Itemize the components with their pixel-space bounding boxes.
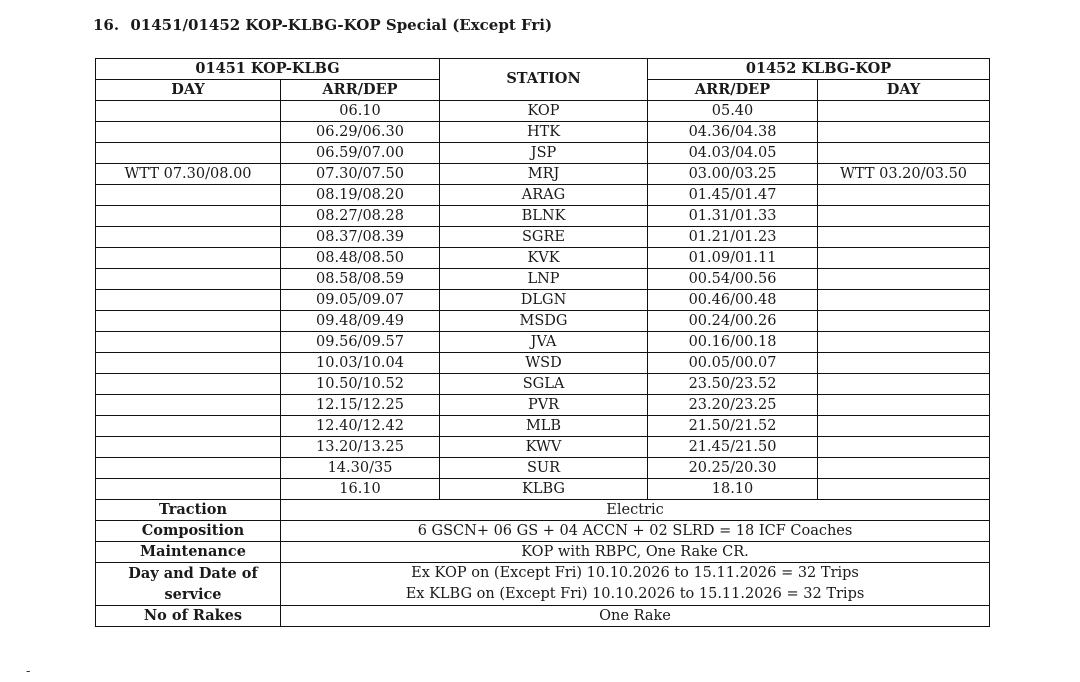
table-row	[96, 206, 990, 227]
table-row	[96, 416, 990, 437]
service-label-line2: service	[164, 586, 222, 603]
station-cell: SGRE	[440, 227, 648, 248]
day-left-cell	[96, 479, 281, 500]
day-right-cell	[818, 437, 990, 458]
station-cell: MSDG	[440, 311, 648, 332]
arrdep-right-cell: 18.10	[648, 479, 818, 500]
table-row	[96, 122, 990, 143]
station-cell: DLGN	[440, 290, 648, 311]
station-cell: JSP	[440, 143, 648, 164]
day-right-cell	[818, 332, 990, 353]
day-left-cell	[96, 395, 281, 416]
day-right-cell	[818, 311, 990, 332]
maintenance-value: KOP with RBPC, One Rake CR.	[281, 542, 990, 563]
day-right-cell	[818, 227, 990, 248]
table-row	[96, 479, 990, 500]
heading-number: 16.	[93, 16, 120, 34]
stray-mark: -	[26, 664, 31, 679]
table-row	[96, 269, 990, 290]
day-right-cell	[818, 122, 990, 143]
day-right-cell	[818, 458, 990, 479]
arrdep-right-cell: 01.09/01.11	[648, 248, 818, 269]
arrdep-left-cell: 07.30/07.50	[281, 164, 440, 185]
arrdep-right-cell: 00.05/00.07	[648, 353, 818, 374]
page-heading	[93, 16, 552, 34]
day-left-cell	[96, 416, 281, 437]
arrdep-left-cell: 13.20/13.25	[281, 437, 440, 458]
day-right-cell	[818, 248, 990, 269]
timetable	[95, 58, 990, 627]
rakes-value: One Rake	[281, 606, 990, 627]
day-right-cell	[818, 143, 990, 164]
day-right-cell	[818, 269, 990, 290]
arrdep-right-cell: 03.00/03.25	[648, 164, 818, 185]
day-left-cell	[96, 437, 281, 458]
station-cell: HTK	[440, 122, 648, 143]
train-01451-header: 01451 KOP-KLBG	[96, 59, 440, 80]
arrdep-left-cell: 09.48/09.49	[281, 311, 440, 332]
arrdep-right-cell: 01.21/01.23	[648, 227, 818, 248]
service-value	[281, 563, 990, 606]
arrdep-left-cell: 10.03/10.04	[281, 353, 440, 374]
day-left-cell	[96, 185, 281, 206]
arrdep-left-cell: 08.58/08.59	[281, 269, 440, 290]
table-row	[96, 311, 990, 332]
arrdep-right-cell: 20.25/20.30	[648, 458, 818, 479]
timetable-body	[96, 101, 990, 500]
day-left-cell	[96, 269, 281, 290]
maintenance-label: Maintenance	[96, 542, 281, 563]
traction-value: Electric	[281, 500, 990, 521]
station-cell: MRJ	[440, 164, 648, 185]
day-right-cell	[818, 353, 990, 374]
day-left-cell	[96, 353, 281, 374]
station-cell: KVK	[440, 248, 648, 269]
arrdep-left-cell: 09.56/09.57	[281, 332, 440, 353]
arrdep-right-header: ARR/DEP	[648, 80, 818, 101]
day-right-cell: WTT 03.20/03.50	[818, 164, 990, 185]
arrdep-left-cell: 06.10	[281, 101, 440, 122]
heading-title: 01451/01452 KOP-KLBG-KOP Special (Except Fri)	[130, 16, 553, 34]
arrdep-left-cell: 10.50/10.52	[281, 374, 440, 395]
arrdep-left-cell: 16.10	[281, 479, 440, 500]
arrdep-right-cell: 00.16/00.18	[648, 332, 818, 353]
day-right-cell	[818, 206, 990, 227]
day-right-cell	[818, 101, 990, 122]
table-row	[96, 353, 990, 374]
composition-value: 6 GSCN+ 06 GS + 04 ACCN + 02 SLRD = 18 ICF Coaches	[281, 521, 990, 542]
station-cell: KWV	[440, 437, 648, 458]
arrdep-right-cell: 21.45/21.50	[648, 437, 818, 458]
arrdep-left-cell: 08.19/08.20	[281, 185, 440, 206]
arrdep-left-cell: 06.59/07.00	[281, 143, 440, 164]
arrdep-right-cell: 01.45/01.47	[648, 185, 818, 206]
station-cell: ARAG	[440, 185, 648, 206]
timetable-footer	[96, 500, 990, 627]
day-left-header: DAY	[96, 80, 281, 101]
day-right-cell	[818, 479, 990, 500]
day-left-cell	[96, 227, 281, 248]
station-cell: SUR	[440, 458, 648, 479]
arrdep-left-header: ARR/DEP	[281, 80, 440, 101]
table-row	[96, 395, 990, 416]
train-01452-header: 01452 KLBG-KOP	[648, 59, 990, 80]
station-cell: PVR	[440, 395, 648, 416]
arrdep-right-cell: 23.50/23.52	[648, 374, 818, 395]
day-left-cell	[96, 206, 281, 227]
arrdep-left-cell: 12.15/12.25	[281, 395, 440, 416]
arrdep-left-cell: 12.40/12.42	[281, 416, 440, 437]
table-row	[96, 290, 990, 311]
traction-label: Traction	[96, 500, 281, 521]
station-cell: BLNK	[440, 206, 648, 227]
arrdep-right-cell: 23.20/23.25	[648, 395, 818, 416]
service-value-line1: Ex KOP on (Except Fri) 10.10.2026 to 15.11.2026 = 32 Trips	[411, 565, 859, 581]
table-row	[96, 374, 990, 395]
table-row	[96, 332, 990, 353]
arrdep-right-cell: 21.50/21.52	[648, 416, 818, 437]
station-cell: SGLA	[440, 374, 648, 395]
arrdep-right-cell: 05.40	[648, 101, 818, 122]
day-right-cell	[818, 374, 990, 395]
service-label-line1: Day and Date of	[128, 565, 258, 582]
table-row	[96, 164, 990, 185]
table-row	[96, 185, 990, 206]
table-row	[96, 101, 990, 122]
day-right-cell	[818, 395, 990, 416]
day-left-cell	[96, 311, 281, 332]
arrdep-left-cell: 14.30/35	[281, 458, 440, 479]
service-label	[96, 563, 281, 606]
day-left-cell	[96, 290, 281, 311]
arrdep-left-cell: 06.29/06.30	[281, 122, 440, 143]
day-left-cell	[96, 248, 281, 269]
day-left-cell	[96, 101, 281, 122]
arrdep-right-cell: 01.31/01.33	[648, 206, 818, 227]
service-value-line2: Ex KLBG on (Except Fri) 10.10.2026 to 15.11.2026 = 32 Trips	[405, 586, 865, 602]
station-cell: WSD	[440, 353, 648, 374]
arrdep-left-cell: 08.27/08.28	[281, 206, 440, 227]
rakes-label: No of Rakes	[96, 606, 281, 627]
arrdep-left-cell: 08.37/08.39	[281, 227, 440, 248]
station-cell: KLBG	[440, 479, 648, 500]
day-right-cell	[818, 185, 990, 206]
day-left-cell	[96, 143, 281, 164]
day-left-cell	[96, 122, 281, 143]
table-row	[96, 227, 990, 248]
station-cell: MLB	[440, 416, 648, 437]
station-cell: KOP	[440, 101, 648, 122]
day-right-header: DAY	[818, 80, 990, 101]
station-cell: JVA	[440, 332, 648, 353]
station-header: STATION	[440, 59, 648, 101]
arrdep-left-cell: 09.05/09.07	[281, 290, 440, 311]
station-cell: LNP	[440, 269, 648, 290]
arrdep-left-cell: 08.48/08.50	[281, 248, 440, 269]
day-left-cell	[96, 374, 281, 395]
table-row	[96, 458, 990, 479]
day-right-cell	[818, 290, 990, 311]
day-right-cell	[818, 416, 990, 437]
table-row	[96, 143, 990, 164]
day-left-cell	[96, 332, 281, 353]
day-left-cell	[96, 458, 281, 479]
table-row	[96, 248, 990, 269]
composition-label: Composition	[96, 521, 281, 542]
day-left-cell: WTT 07.30/08.00	[96, 164, 281, 185]
arrdep-right-cell: 04.36/04.38	[648, 122, 818, 143]
arrdep-right-cell: 04.03/04.05	[648, 143, 818, 164]
arrdep-right-cell: 00.54/00.56	[648, 269, 818, 290]
arrdep-right-cell: 00.24/00.26	[648, 311, 818, 332]
table-row	[96, 437, 990, 458]
arrdep-right-cell: 00.46/00.48	[648, 290, 818, 311]
